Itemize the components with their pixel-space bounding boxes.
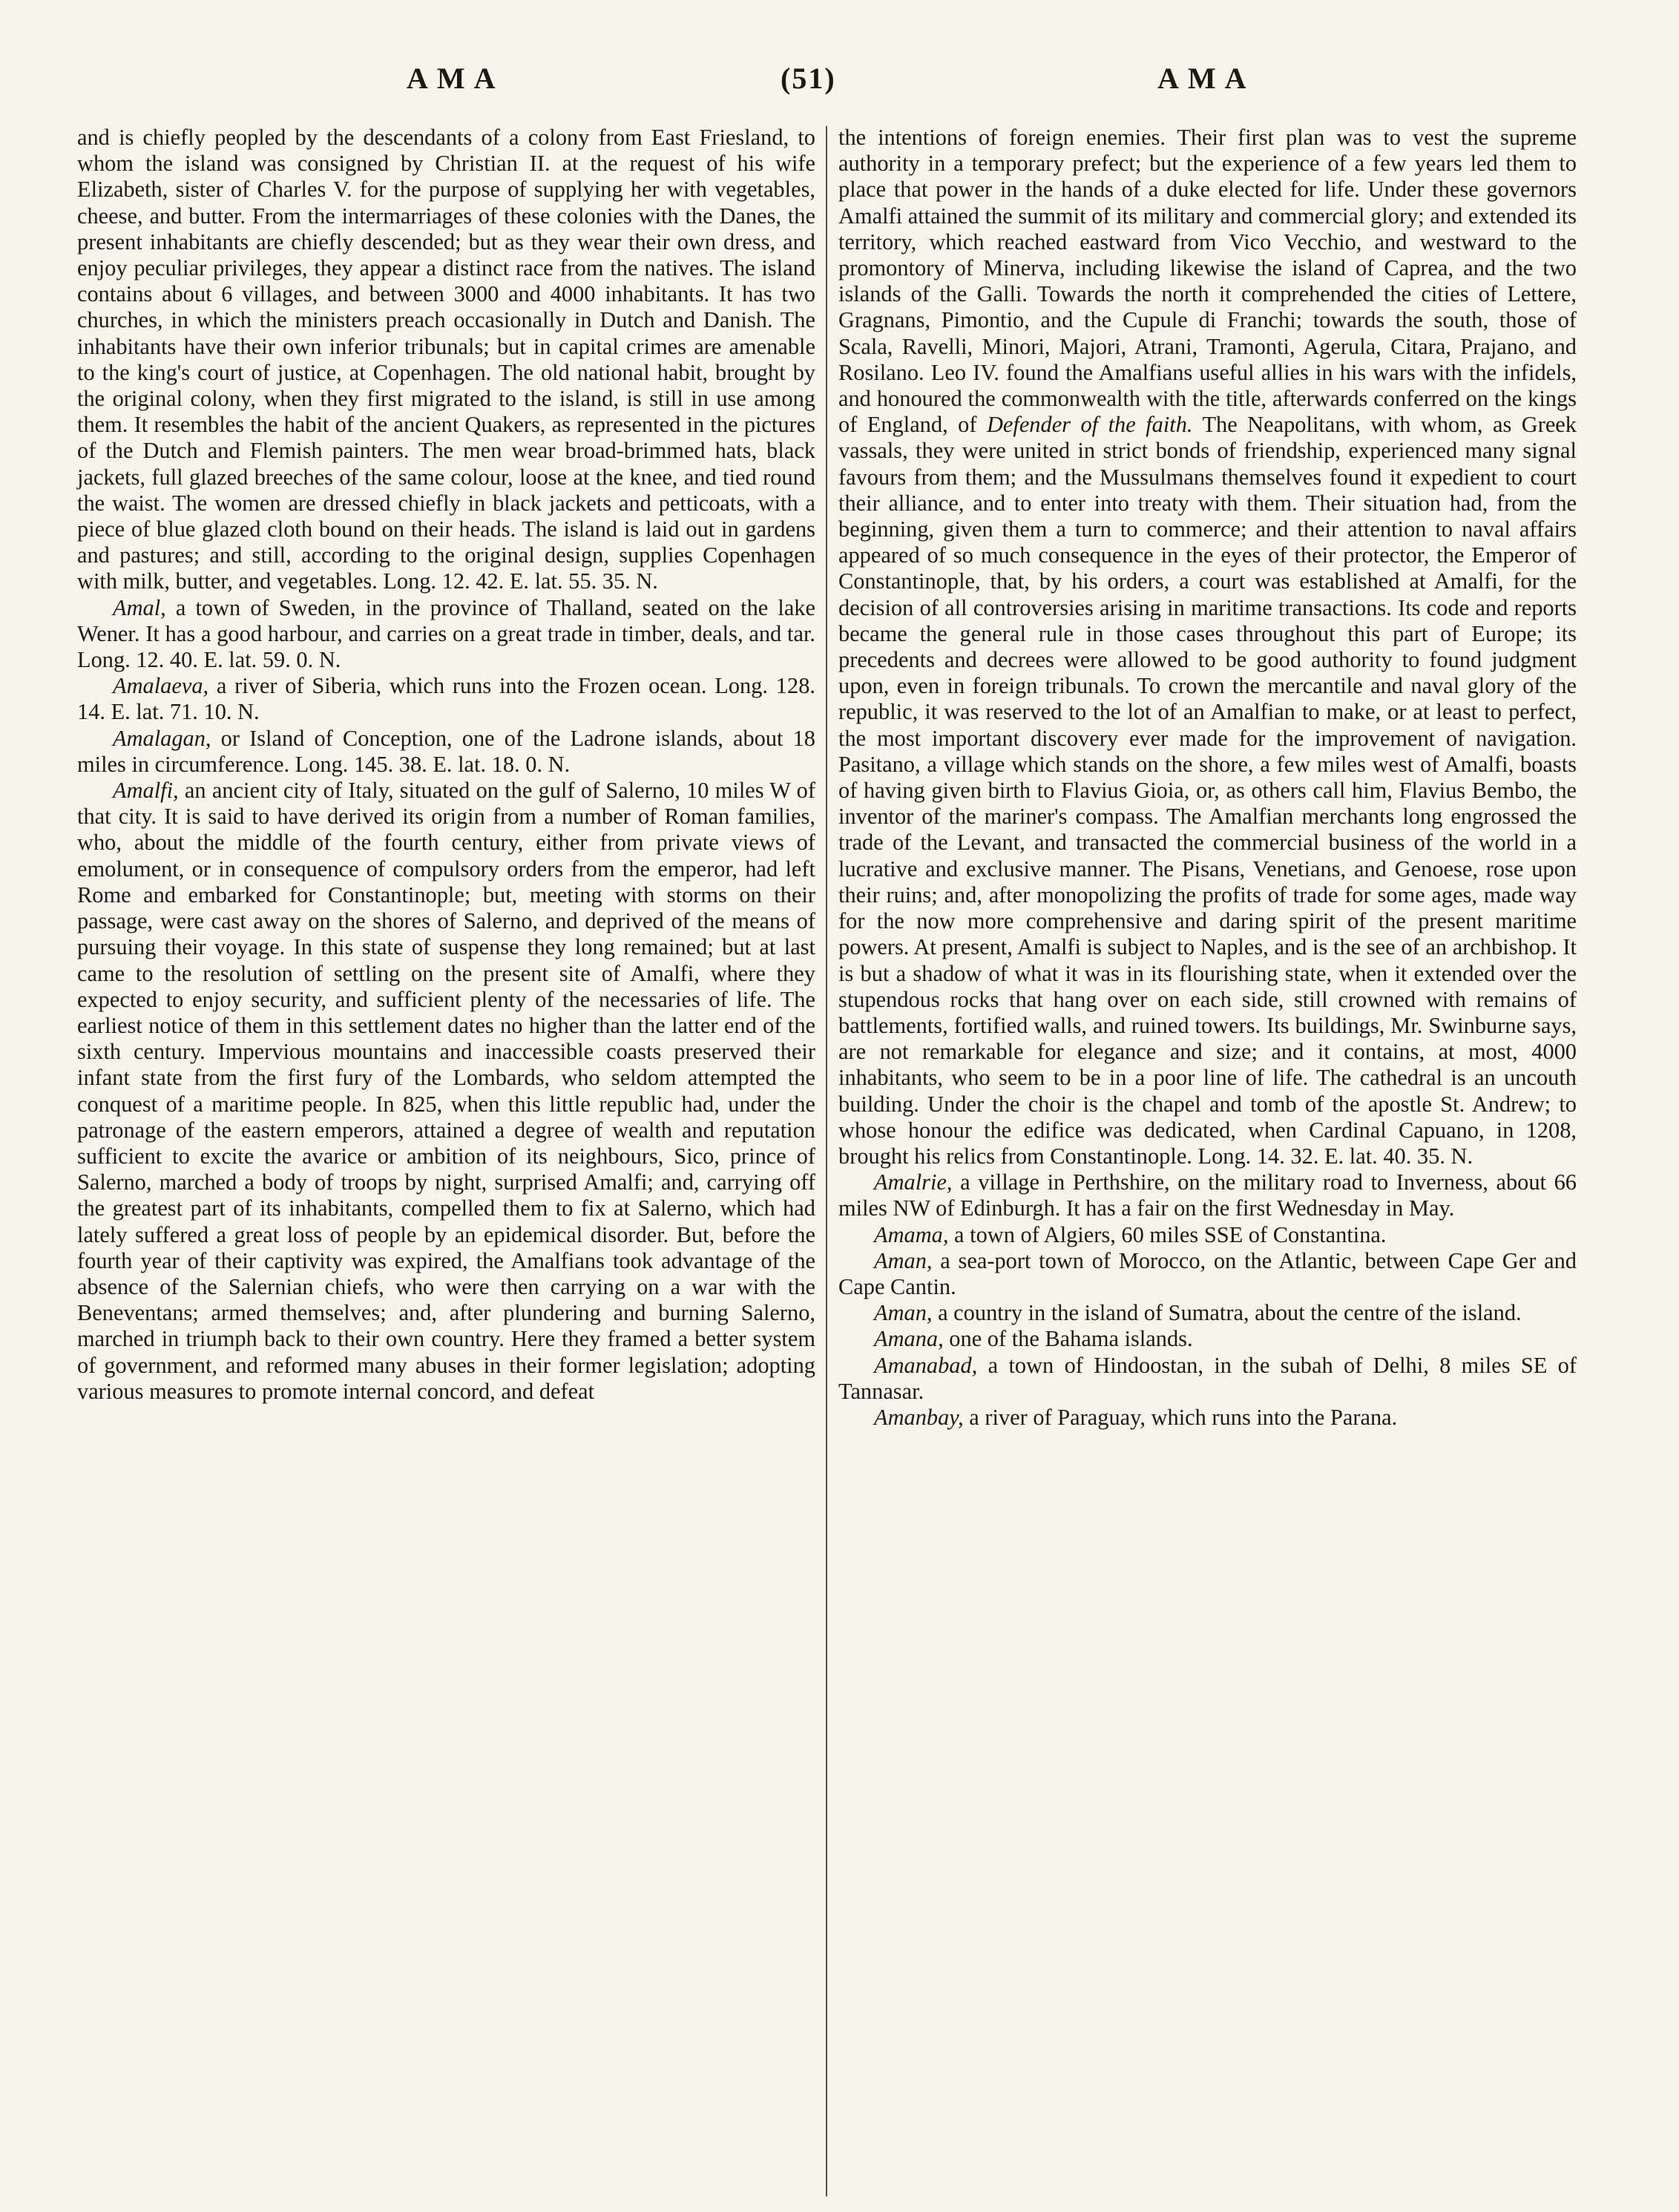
entry-amalrie xyxy=(838,1169,1577,1221)
entry-headword: Aman, xyxy=(874,1300,933,1326)
entry-amal xyxy=(77,595,815,674)
right-column xyxy=(838,125,1577,1431)
entry-headword: Amana, xyxy=(874,1326,944,1352)
page-number: (51) xyxy=(781,62,836,95)
entry-headword: Aman, xyxy=(874,1247,933,1273)
running-header xyxy=(0,61,1679,105)
entry-amanbay xyxy=(838,1405,1577,1431)
entry-amama xyxy=(838,1222,1577,1248)
entry-amalagan xyxy=(77,726,815,778)
entry-headword: Amalfi, xyxy=(113,778,179,804)
continuation-text: The Neapolitans, with whom, as Greek vassals, they were united in strict bonds of friendship, experienced many signal favours from them; and the Mussulmans themselves found it expedient to court their alliance, and to enter into treaty with them. Their situation had, from the beginning, given them a turn to commerce; and their attention to naval affairs appeared of so much consequence in the eyes of their protector, the Emperor of Constantinople, that, by his orders, a court was established at Amalfi, for the decision of all controversies arising in maritime transactions. Its code and reports became the general rule in those cases throughout this part of Europe; its precedents and decrees were allowed to be good authority to found judgment upon, even in foreign tribunals. To crown the mercantile and naval glory of the republic, it was reserved to the lot of an Amalfian to make, or at least to perfect, the most important discovery ever made for the improvement of navigation. Pasitano, a village which stands on the shore, a few miles west of Amalfi, boasts of having given birth to Flavius Gioia, or, as others call him, Flavius Bembo, the inventor of the mariner's compass. The Amalfian merchants long engrossed the trade of the Levant, and transacted the commercial business of the world in a lucrative and exclusive manner. The Pisans, Venetians, and Genoese, rose upon their ruins; and, after monopolizing the profits of trade for some ages, made way for the now more comprehensive and daring spirit of the present maritime powers. At present, Amalfi is subject to Naples, and is the see of an archbishop. It is but a shadow of what it was in its flourishing state, when it extended over the stupendous rocks that hang over on each side, still crowned with remains of battlements, fortified walls, and ruined towers. Its buildings, Mr. Swinburne says, are not remarkable for elegance and size; and it contains, at most, 4000 inhabitants, who seem to be in a poor line of life. The cathedral is an uncouth building. Under the choir is the chapel and tomb of the apostle St. Andrew; to whose honour the edifice was dedicated, when Cardinal Capuano, in 1208, brought his relics from Constantinople. Long. 14. 32. E. lat. 40. 35. N. xyxy=(838,412,1577,1169)
entry-aman-morocco xyxy=(838,1248,1577,1300)
entry-amana xyxy=(838,1326,1577,1352)
entry-amalfi xyxy=(77,778,815,1405)
header-right-catchword: AMA xyxy=(1157,62,1255,95)
entry-text: a sea-port town of Morocco, on the Atlantic, between Cape Ger and Cape Cantin. xyxy=(838,1247,1577,1299)
entry-headword: Amalagan, xyxy=(113,725,211,751)
entry-text: a river of Paraguay, which runs into the Parana. xyxy=(963,1404,1398,1430)
entry-headword: Amalaeva, xyxy=(113,673,209,699)
entry-headword: Amalrie, xyxy=(874,1169,953,1195)
entry-text: an ancient city of Italy, situated on the gulf of Salerno, 10 miles W of that city. It is said to have derived its origin from a number of Roman families, who, about the middle of the fourth century, either from private views of emolument, or in consequence of compulsory orders from the emperor, had left Rome and embarked for Constantinople; but, meeting with storms on their passage, were cast away on the shores of Salerno, and deprived of the means of pursuing their voyage. In this state of suspense they long remained; but at last came to the resolution of settling on the present site of Amalfi, where they expected to enjoy security, and sufficient plenty of the necessaries of life. The earliest notice of them in this settlement dates no higher than the latter end of the sixth century. Impervious mountains and inaccessible coasts preserved their infant state from the first fury of the Lombards, who seldom attempted the conquest of a maritime people. In 825, when this little republic had, under the patronage of the eastern emperors, attained a degree of wealth and reputation sufficient to excite the avarice or ambition of its neighbours, Sico, prince of Salerno, marched a body of troops by night, surprised Amalfi; and, carrying off the greatest part of its inhabitants, compelled them to fix at Salerno, which had lately suffered a great loss of people by an epidemical disorder. But, before the fourth year of their captivity was expired, the Amalfians took advantage of the absence of the Salernian chiefs, who were then carrying on a war with the Beneventans; armed themselves; and, after plundering and burning Salerno, marched in triumph back to their own country. Here they framed a better system of government, and reformed many abuses in their former legislation; adopting various measures to promote internal concord, and defeat xyxy=(77,778,815,1404)
column-divider xyxy=(826,126,827,2196)
entry-aman-sumatra xyxy=(838,1300,1577,1326)
entry-headword: Amanbay, xyxy=(874,1404,964,1430)
entry-text: a village in Perthshire, on the military road to Inverness, about 66 miles NW of Edinburgh. It has a fair on the first Wednesday in May. xyxy=(838,1169,1577,1221)
entry-text: a town of Algiers, 60 miles SSE of Constantina. xyxy=(948,1221,1387,1247)
continuation-text: the intentions of foreign enemies. Their first plan was to vest the supreme authority in a temporary prefect; but the experience of a few years led them to place that power in the hands of a duke elected for life. Under these governors Amalfi attained the summit of its military and commercial glory; and extended its territory, which reached eastward from Vico Vecchio, and westward to the promontory of Minerva, including likewise the island of Caprea, and the two islands of the Galli. Towards the north it comprehended the cities of Lettere, Gragnans, Pimontio, and the Cupule di Franchi; towards the south, those of Scala, Ravelli, Minori, Majori, Atrani, Tramonti, Agerula, Citara, Prajano, and Rosilano. Leo IV. found the Amalfians useful allies in his wars with the infidels, and honoured the commonwealth with the title, afterwards conferred on the kings of England, of xyxy=(838,125,1577,438)
entry-amanabad xyxy=(838,1353,1577,1405)
entry-text: a river of Siberia, which runs into the Frozen ocean. Long. 128. 14. E. lat. 71. 10. N. xyxy=(77,673,815,725)
italic-phrase: Defender of the faith. xyxy=(986,412,1193,438)
entry-text: a country in the island of Sumatra, about the centre of the island. xyxy=(932,1300,1522,1326)
header-left-catchword: AMA xyxy=(407,62,505,95)
entry-text: or Island of Conception, one of the Ladrone islands, about 18 miles in circumference. Long. 145. 38. E. lat. 18. 0. N. xyxy=(77,725,815,777)
continuation-paragraph xyxy=(838,125,1577,1169)
entry-text: one of the Bahama islands. xyxy=(943,1326,1193,1352)
entry-text: a town of Hindoostan, in the subah of Delhi, 8 miles SE of Tannasar. xyxy=(838,1352,1577,1404)
entry-amalaeva xyxy=(77,673,815,725)
continuation-paragraph: and is chiefly peopled by the descendants of a colony from East Friesland, to whom the island was consigned by Christian II. at the request of his wife Elizabeth, sister of Charles V. for the purpose of supplying her with vegetables, cheese, and butter. From the intermarriages of these colonies with the Danes, the present inhabitants are chiefly descended; but as they wear their own dress, and enjoy peculiar privileges, they appear a distinct race from the natives. The island contains about 6 villages, and between 3000 and 4000 inhabitants. It has two churches, in which the ministers preach occasionally in Dutch and Danish. The inhabitants have their own inferior tribunals; but in capital crimes are amenable to the king's court of justice, at Copenhagen. The old national habit, brought by the original colony, when they first migrated to the island, is still in use among them. It resembles the habit of the ancient Quakers, as represented in the pictures of the Dutch and Flemish painters. The men wear broad-brimmed hats, black jackets, full glazed breeches of the same colour, loose at the knee, and tied round the waist. The women are dressed chiefly in black jackets and petticoats, with a piece of blue glazed cloth bound on their heads. The island is laid out in gardens and pastures; and still, according to the original design, supplies Copenhagen with milk, butter, and vegetables. Long. 12. 42. E. lat. 55. 35. N. xyxy=(77,125,815,594)
left-column xyxy=(77,125,815,1405)
entry-headword: Amal, xyxy=(113,594,166,620)
entry-text: a town of Sweden, in the province of Thalland, seated on the lake Wener. It has a good harbour, and carries on a great trade in timber, deals, and tar. Long. 12. 40. E. lat. 59. 0. N. xyxy=(77,594,815,673)
entry-headword: Amama, xyxy=(874,1221,949,1247)
entry-headword: Amanabad, xyxy=(874,1352,978,1378)
